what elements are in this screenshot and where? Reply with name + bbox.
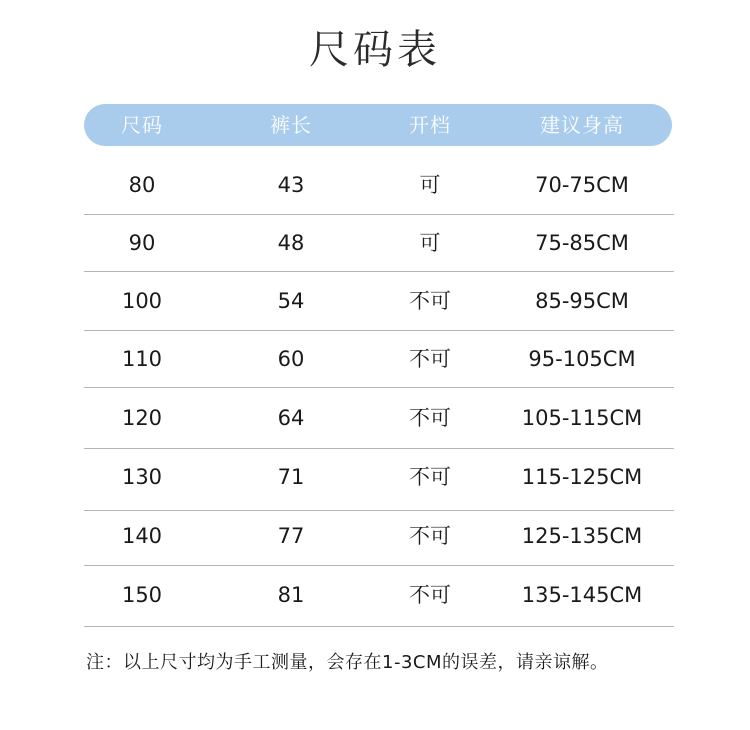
height-cell: 85-95CM: [535, 289, 629, 313]
footnote: 注：以上尺寸均为手工测量，会存在1-3CM的误差，请亲谅解。: [86, 652, 609, 673]
row-divider: [84, 626, 674, 627]
length-cell: 77: [277, 524, 305, 548]
height-cell: 70-75CM: [535, 173, 629, 197]
crotch-cell: 不可: [409, 524, 451, 548]
page-title: 尺码表: [309, 27, 441, 73]
table-row: [84, 156, 674, 214]
height-cell: 125-135CM: [521, 524, 643, 548]
table-row: [84, 214, 674, 272]
size-cell: 100: [121, 289, 163, 313]
size-cell: 150: [121, 583, 163, 607]
table-row: [84, 330, 674, 388]
length-cell: 48: [277, 231, 305, 255]
length-cell: 81: [277, 583, 305, 607]
size-cell: 130: [121, 465, 163, 489]
length-cell: 64: [277, 406, 305, 430]
crotch-cell: 不可: [409, 465, 451, 489]
table-row: [84, 507, 674, 565]
size-cell: 80: [128, 173, 156, 197]
height-cell: 95-105CM: [528, 347, 636, 371]
size-cell: 140: [121, 524, 163, 548]
crotch-cell: 不可: [409, 289, 451, 313]
length-cell: 54: [277, 289, 305, 313]
table-row: [84, 448, 674, 506]
row-divider: [84, 387, 674, 388]
height-cell: 135-145CM: [521, 583, 643, 607]
size-cell: 120: [121, 406, 163, 430]
height-cell: 75-85CM: [535, 231, 629, 255]
crotch-cell: 不可: [409, 347, 451, 371]
header-size: 尺码: [121, 113, 163, 137]
table-row: [84, 272, 674, 330]
length-cell: 60: [277, 347, 305, 371]
length-cell: 71: [277, 465, 305, 489]
crotch-cell: 不可: [409, 583, 451, 607]
height-cell: 115-125CM: [521, 465, 643, 489]
height-cell: 105-115CM: [521, 406, 643, 430]
table-row: [84, 566, 674, 624]
length-cell: 43: [277, 173, 305, 197]
header-open-crotch: 开档: [409, 113, 451, 137]
header-pants-length: 裤长: [270, 113, 312, 137]
header-suggested-height: 建议身高: [540, 113, 624, 137]
size-cell: 90: [128, 231, 156, 255]
crotch-cell: 可: [419, 173, 441, 197]
crotch-cell: 不可: [409, 406, 451, 430]
crotch-cell: 可: [419, 231, 441, 255]
size-cell: 110: [121, 347, 163, 371]
table-row: [84, 389, 674, 447]
